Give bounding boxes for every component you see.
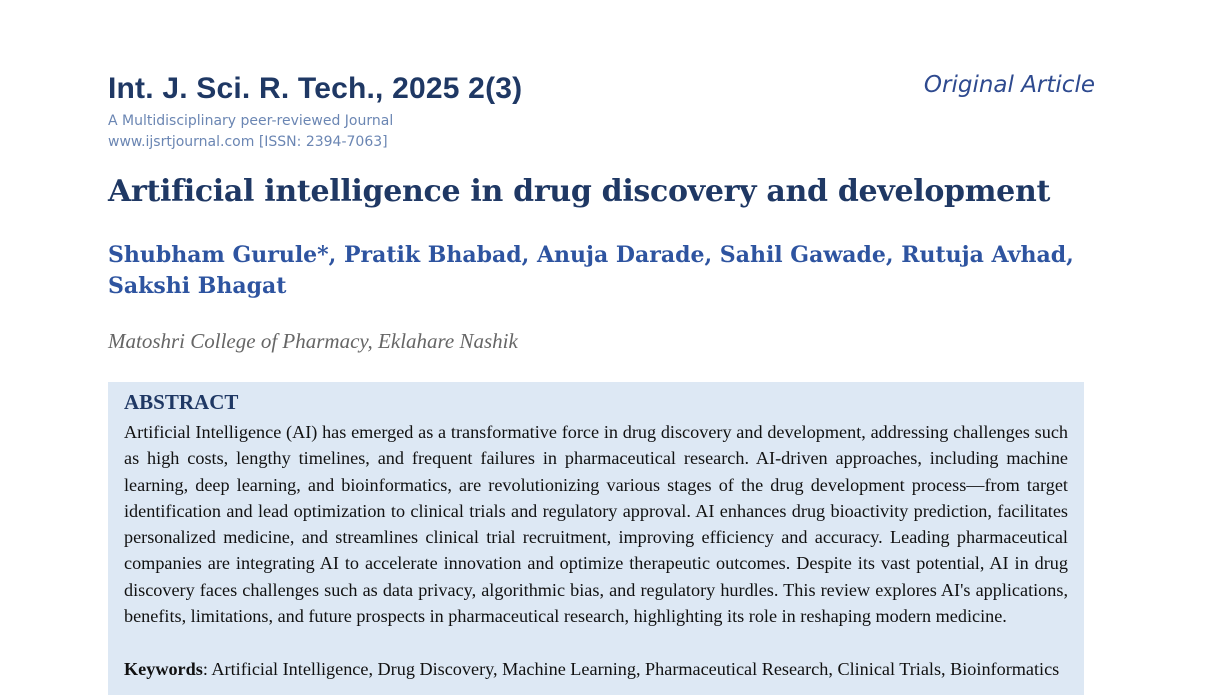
journal-subtitle: A Multidisciplinary peer-reviewed Journal [108,113,394,129]
affiliation: Matoshri College of Pharmacy, Eklahare Nashik [108,329,518,353]
keywords-list: : Artificial Intelligence, Drug Discovery, Machine Learning, Pharmaceutical Research, Clinical Trials, Bioinformatics [202,659,1060,679]
journal-website: www.ijsrtjournal.com [ISSN: 2394-7063] [108,134,388,150]
journal-info [108,111,393,153]
keywords-label: Keywords [124,659,203,679]
journal-title: Int. J. Sci. R. Tech., 2025 2(3) [108,72,523,105]
abstract-box [108,382,1084,695]
article-type-label: Original Article [923,72,1095,98]
author-list: Shubham Gurule*, Pratik Bhabad, Anuja Darade, Sahil Gawade, Rutuja Avhad, Sakshi Bhagat [108,242,1074,299]
abstract-text: Artificial Intelligence (AI) has emerged as a transformative force in drug discovery and development, addressing challenges such as high costs, lengthy timelines, and frequent failures in pharmaceutical research. AI-driven approaches, including machine learning, deep learning, and bioinformatics, are revolutionizing various stages of the drug development process—from target identification and lead optimization to clinical trials and regulatory approval. AI enhances drug bioactivity prediction, facilitates personalized medicine, and streamlines clinical trial recruitment, improving efficiency and accuracy. Leading pharmaceutical companies are integrating AI to accelerate innovation and optimize therapeutic outcomes. Despite its vast potential, AI in drug discovery faces challenges such as data privacy, algorithmic bias, and regulatory hurdles. This review explores AI's applications, benefits, limitations, and future prospects in pharmaceutical research, highlighting its role in reshaping modern medicine. [124,422,1068,627]
paper-title: Artificial intelligence in drug discovery and development [108,174,1051,209]
abstract-heading: ABSTRACT [124,390,239,414]
keywords-line [124,656,1068,682]
